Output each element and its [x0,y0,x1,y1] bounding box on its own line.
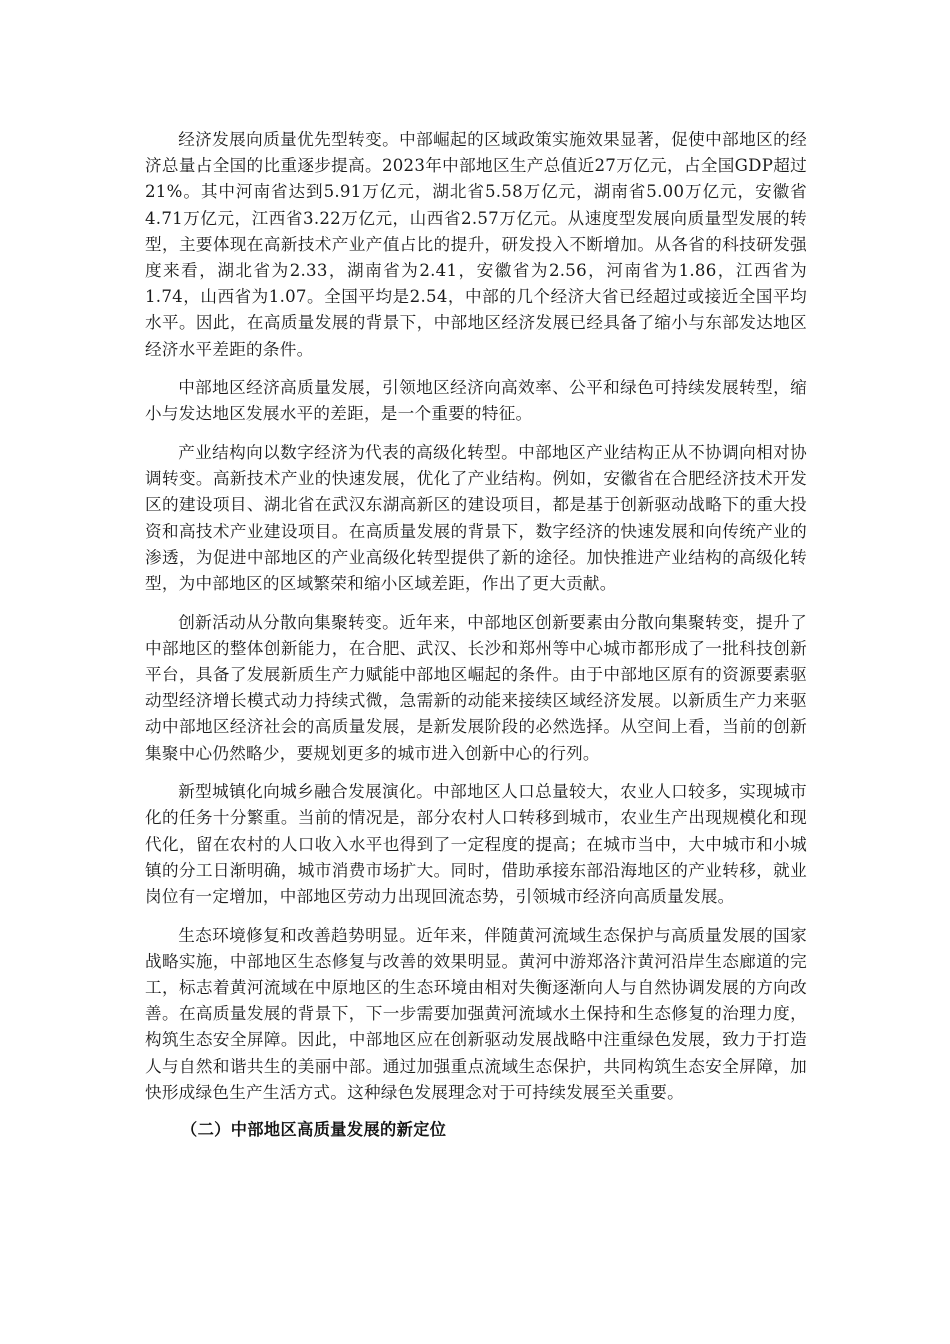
paragraph-economic-quality: 经济发展向质量优先型转变。中部崛起的区域政策实施效果显著，促使中部地区的经济总量占全国的比重逐步提高。2023年中部地区生产总值近27万亿元，占全国GDP超过21%。其中河南省达到5.91万亿元，湖北省5.58万亿元，湖南省5.00万亿元，安徽省4.71万亿元，江西省3.22万亿元，山西省2.57万亿元。从速度型发展向质量型发展的转型，主要体现在高新技术产业产值占比的提升，研发投入不断增加。从各省的科技研发强度来看，湖北省为2.33，湖南省为2.41，安徽省为2.56，河南省为1.86，江西省为1.74，山西省为1.07。全国平均是2.54，中部的几个经济大省已经超过或接近全国平均水平。因此，在高质量发展的背景下，中部地区经济发展已经具备了缩小与东部发达地区经济水平差距的条件。 [145,130,807,359]
paragraph-innovation-agglomeration: 创新活动从分散向集聚转变。近年来，中部地区创新要素由分散向集聚转变，提升了中部地区的整体创新能力，在合肥、武汉、长沙和郑州等中心城市都形成了一批科技创新平台，具备了发展新质生产力赋能中部地区崛起的条件。由于中部地区原有的资源要素驱动型经济增长模式动力持续式微，急需新的动能来接续区域经济发展。以新质生产力来驱动中部地区经济社会的高质量发展，是新发展阶段的必然选择。从空间上看，当前的创新集聚中心仍然略少，要规划更多的城市进入创新中心的行列。 [145,612,807,763]
document-page [145,127,807,1142]
paragraph-urbanization: 新型城镇化向城乡融合发展演化。中部地区人口总量较大，农业人口较多，实现城市化的任务十分繁重。当前的情况是，部分农村人口转移到城市，农业生产出现规模化和现代化，留在农村的人口收入水平也得到了一定程度的提高；在城市当中，大中城市和小城镇的分工日渐明确，城市消费市场扩大。同时，借助承接东部沿海地区的产业转移，就业岗位有一定增加，中部地区劳动力出现回流态势，引领城市经济向高质量发展。 [145,782,807,907]
paragraph-high-quality-development: 中部地区经济高质量发展，引领地区经济向高效率、公平和绿色可持续发展转型，缩小与发达地区发展水平的差距，是一个重要的特征。 [145,378,807,424]
paragraph-ecological-environment: 生态环境修复和改善趋势明显。近年来，伴随黄河流域生态保护与高质量发展的国家战略实施，中部地区生态修复与改善的效果明显。黄河中游郑洛汴黄河沿岸生态廊道的完工，标志着黄河流域在中原地区的生态环境由相对失衡逐渐向人与自然协调发展的方向改善。在高质量发展的背景下，下一步需要加强黄河流域水土保持和生态修复的治理力度，构筑生态安全屏障。因此，中部地区应在创新驱动发展战略中注重绿色发展，致力于打造人与自然和谐共生的美丽中部。通过加强重点流域生态保护，共同构筑生态安全屏障，加快形成绿色生产生活方式。这种绿色发展理念对于可持续发展至关重要。 [145,925,807,1102]
paragraph-industrial-structure: 产业结构向以数字经济为代表的高级化转型。中部地区产业结构正从不协调向相对协调转变。高新技术产业的快速发展，优化了产业结构。例如，安徽省在合肥经济技术开发区的建设项目、湖北省在武汉东湖高新区的建设项目，都是基于创新驱动战略下的重大投资和高技术产业建设项目。在高质量发展的背景下，数字经济的快速发展和向传统产业的渗透，为促进中部地区的产业高级化转型提供了新的途径。加快推进产业结构的高级化转型，为中部地区的区域繁荣和缩小区域差距，作出了更大贡献。 [145,443,807,594]
section-heading: （二）中部地区高质量发展的新定位 [181,1120,447,1140]
